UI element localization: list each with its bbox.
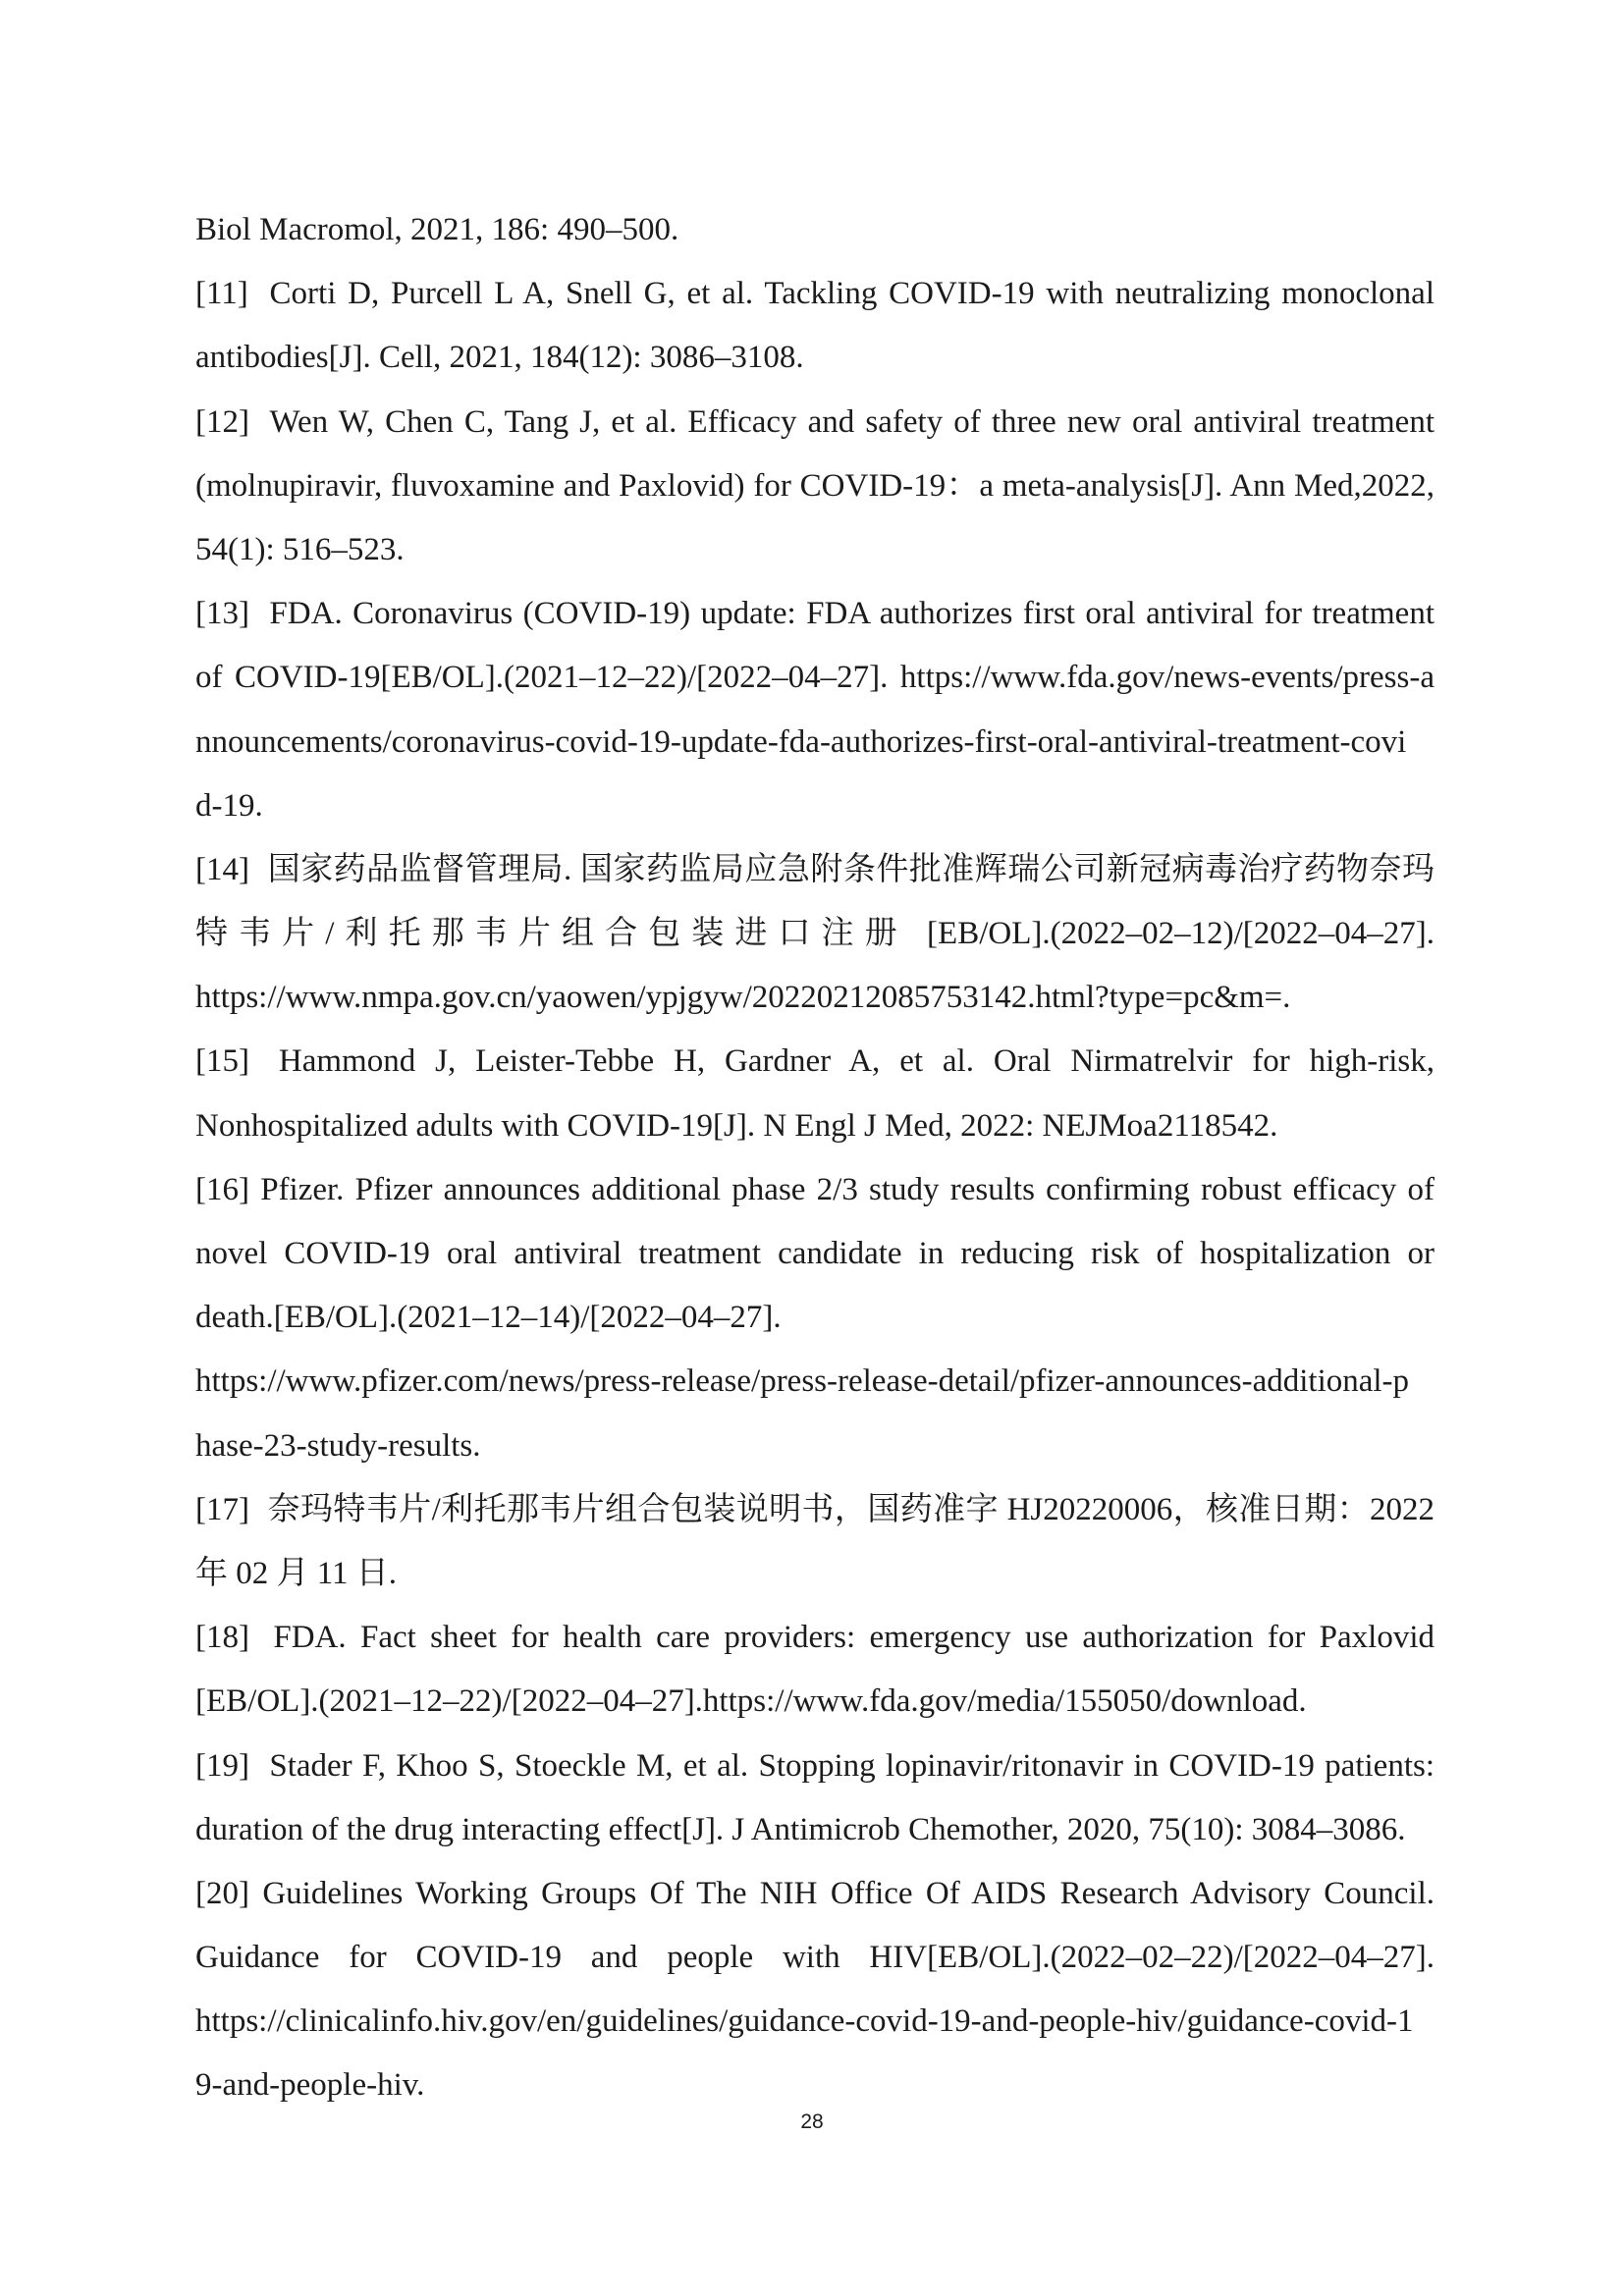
reference-line: novel COVID-19 oral antiviral treatment candidate in reducing risk of hospitalization or: [195, 1236, 1435, 1271]
reference-line: duration of the drug interacting effect[J]. J Antimicrob Chemother, 2020, 75(10): 3084–3086.: [195, 1811, 1406, 1847]
reference-continuation: Biol Macromol, 2021, 186: 490–500.: [195, 212, 679, 247]
reference-item-20: [195, 1862, 1435, 2118]
reference-line: [195, 838, 1435, 902]
reference-label: [20]: [195, 1875, 249, 1911]
reference-label: [15]: [195, 1043, 249, 1080]
reference-line: Guidance for COVID-19 and people with HIV[EB/OL].(2022–02–22)/[2022–04–27].: [195, 1940, 1435, 1976]
reference-line: [195, 582, 1435, 646]
reference-line: 特韦片/利托那韦片组合包装进口注册 [EB/OL].(2022–02–12)/[2022–04–27].: [195, 916, 1435, 952]
reference-line: of COVID-19[EB/OL].(2021–12–22)/[2022–04–27]. https://www.fda.gov/news-events/press-a: [195, 660, 1435, 696]
reference-line: Nonhospitalized adults with COVID-19[J]. N Engl J Med, 2022: NEJMoa2118542.: [195, 1107, 1278, 1144]
reference-list: [195, 198, 1435, 2118]
reference-line: [195, 1478, 1435, 1542]
reference-item-18: [195, 1606, 1435, 1734]
reference-label: [11]: [195, 276, 248, 312]
page-number: 28: [800, 2110, 824, 2133]
reference-text: Corti D, Purcell L A, Snell G, et al. Tackling COVID-19 with neutralizing monoclonal: [269, 276, 1435, 312]
reference-line: [EB/OL].(2021–12–22)/[2022–04–27].https://www.fda.gov/media/155050/download.: [195, 1683, 1307, 1720]
reference-line: [195, 1158, 1435, 1222]
reference-text: 国家药品监督管理局. 国家药监局应急附条件批准辉瑞公司新冠病毒治疗药物奈玛: [267, 851, 1435, 887]
reference-label: [17]: [195, 1491, 249, 1527]
reference-line: hase-23-study-results.: [195, 1427, 481, 1464]
reference-text: Stader F, Khoo S, Stoeckle M, et al. Stopping lopinavir/ritonavir in COVID-19 patients:: [269, 1747, 1435, 1784]
reference-text: FDA. Coronavirus (COVID-19) update: FDA authorizes first oral antiviral for treatment: [269, 596, 1435, 632]
reference-line: https://clinicalinfo.hiv.gov/en/guidelines/guidance-covid-19-and-people-hiv/guidance-covid-1: [195, 2003, 1414, 2040]
reference-item-19: [195, 1735, 1435, 1862]
reference-line: [195, 262, 1435, 326]
reference-text: Pfizer. Pfizer announces additional phase 2/3 study results confirming robust efficacy of: [260, 1171, 1435, 1207]
reference-text: FDA. Fact sheet for health care providers: emergency use authorization for Paxlovid: [273, 1620, 1435, 1656]
reference-line: https://www.nmpa.gov.cn/yaowen/ypjgyw/20220212085753142.html?type=pc&m=.: [195, 980, 1291, 1016]
reference-line: 年 02 月 11 日.: [195, 1555, 398, 1591]
reference-line: [195, 1862, 1435, 1926]
reference-line: death.[EB/OL].(2021–12–14)/[2022–04–27].: [195, 1300, 782, 1336]
reference-line: antibodies[J]. Cell, 2021, 184(12): 3086–3108.: [195, 340, 804, 376]
reference-label: [16]: [195, 1171, 249, 1207]
reference-item-17: [195, 1478, 1435, 1606]
reference-line: (molnupiravir, fluvoxamine and Paxlovid) for COVID-19：a meta-analysis[J]. Ann Med,2022,: [195, 467, 1435, 504]
reference-line: nnouncements/coronavirus-covid-19-update-fda-authorizes-first-oral-antiviral-treatment-covi: [195, 723, 1407, 760]
reference-text: Wen W, Chen C, Tang J, et al. Efficacy and safety of three new oral antiviral treatment: [269, 403, 1435, 440]
reference-line: [195, 1606, 1435, 1670]
reference-text: 奈玛特韦片/利托那韦片组合包装说明书，国药准字 HJ20220006，核准日期：2022: [267, 1491, 1435, 1527]
reference-text: Hammond J, Leister-Tebbe H, Gardner A, et al. Oral Nirmatrelvir for high-risk,: [278, 1043, 1435, 1080]
reference-label: [14]: [195, 851, 249, 887]
reference-text: Guidelines Working Groups Of The NIH Office Of AIDS Research Advisory Council.: [262, 1875, 1435, 1911]
reference-line: [195, 1030, 1435, 1094]
reference-line: https://www.pfizer.com/news/press-release/press-release-detail/pfizer-announces-additional-p: [195, 1363, 1410, 1400]
reference-line: 54(1): 516–523.: [195, 531, 405, 567]
reference-label: [19]: [195, 1747, 249, 1784]
reference-line: d-19.: [195, 787, 263, 824]
reference-item-11: [195, 262, 1435, 390]
reference-item-16: [195, 1158, 1435, 1478]
reference-item-12: [195, 391, 1435, 583]
reference-line: [195, 391, 1435, 454]
reference-label: [18]: [195, 1620, 249, 1656]
reference-label: [13]: [195, 596, 249, 632]
reference-item-14: [195, 838, 1435, 1031]
reference-item-13: [195, 582, 1435, 838]
reference-line: 9-and-people-hiv.: [195, 2067, 425, 2104]
reference-line: [195, 1735, 1435, 1798]
reference-item-15: [195, 1030, 1435, 1157]
reference-label: [12]: [195, 403, 249, 440]
